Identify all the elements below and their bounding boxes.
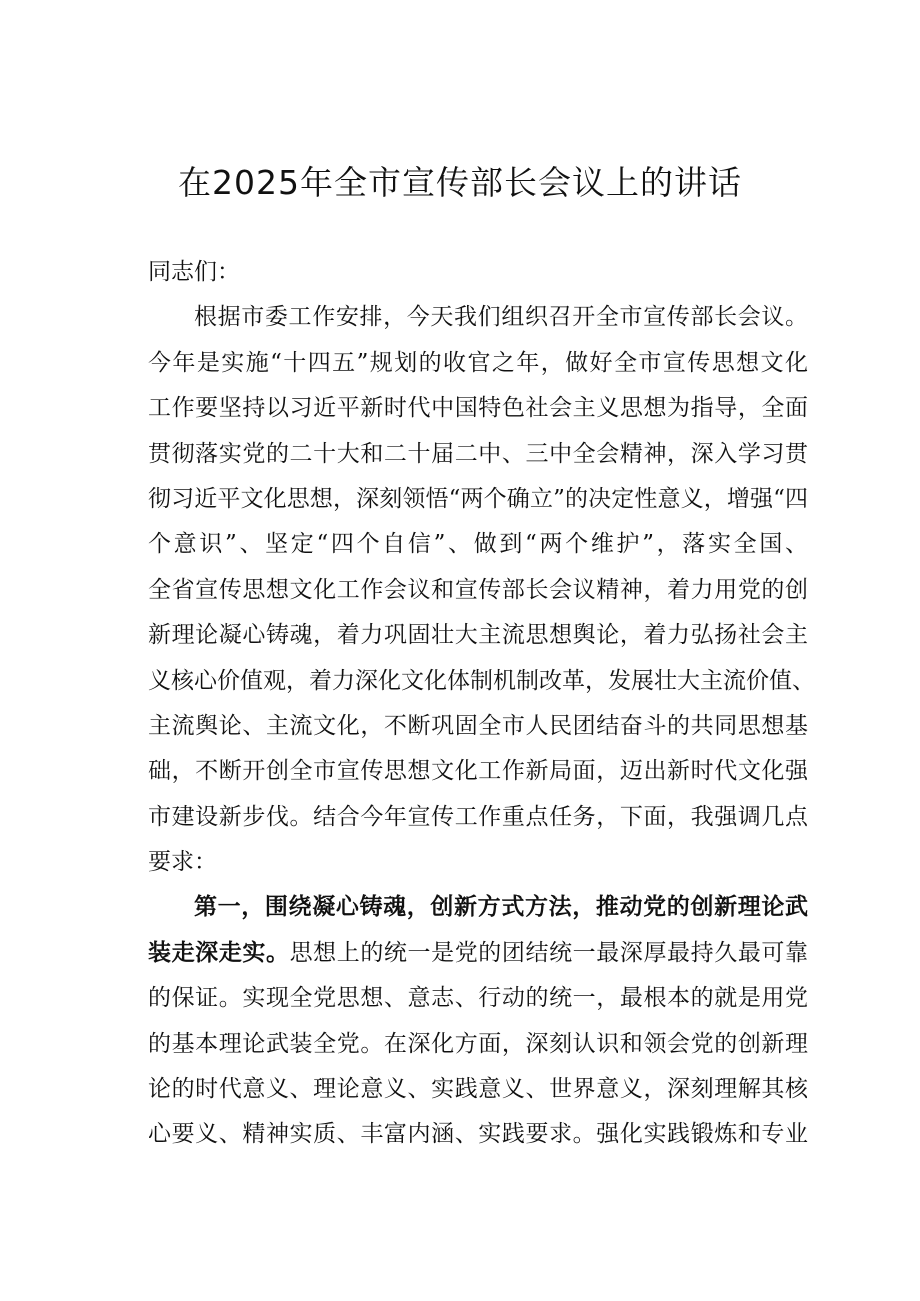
- paragraph-line: 的基本理论武装全党。在深化方面，深刻认识和领会党的创新理: [148, 1030, 808, 1057]
- paragraph-1: [148, 295, 815, 885]
- paragraph-line: 今年是实施“十四五”规划的收官之年，做好全市宣传思想文化: [148, 349, 808, 376]
- paragraph-line: 主流舆论、主流文化，不断巩固全市人民团结奋斗的共同思想基: [148, 712, 808, 739]
- paragraph-line: 工作要坚持以习近平新时代中国特色社会主义思想为指导，全面: [148, 395, 808, 422]
- paragraph-line: 贯彻落实党的二十大和二十届二中、三中全会精神，深入学习贯: [148, 440, 808, 467]
- paragraph-line: 新理论凝心铸魂，着力巩固壮大主流思想舆论，着力弘扬社会主: [148, 622, 808, 649]
- paragraph-line: 础，不断开创全市宣传思想文化工作新局面，迈出新时代文化强: [148, 758, 808, 785]
- salutation: 同志们：: [148, 259, 240, 285]
- paragraph-line: 论的时代意义、理论意义、实践意义、世界意义，深刻理解其核: [148, 1076, 808, 1103]
- paragraph-line: 心要义、精神实质、丰富内涵、实践要求。强化实践锻炼和专业: [148, 1121, 808, 1148]
- paragraph-line: 的保证。实现全党思想、意志、行动的统一，最根本的就是用党: [148, 985, 808, 1012]
- section-heading-end: 装走深走实。: [148, 939, 290, 966]
- paragraph-line: [148, 931, 808, 976]
- paragraph-line: 根据市委工作安排，今天我们组织召开全市宣传部长会议。: [194, 304, 808, 331]
- paragraph-line: 个意识”、坚定“四个自信”、做到“两个维护”，落实全国、: [148, 531, 808, 558]
- section-heading: 第一，围绕凝心铸魂，创新方式方法，推动党的创新理论武: [194, 894, 808, 921]
- document-body: [148, 250, 815, 1158]
- paragraph-line: 义核心价值观，着力深化文化体制机制改革，发展壮大主流价值、: [148, 667, 815, 694]
- paragraph-line: 要求：: [148, 849, 217, 876]
- document-title: 在2025年全市宣传部长会议上的讲话: [178, 163, 742, 202]
- paragraph-text: 思想上的统一是党的团结统一最深厚最持久最可靠: [289, 939, 809, 966]
- paragraph-line: 市建设新步伐。结合今年宣传工作重点任务，下面，我强调几点: [148, 803, 808, 830]
- paragraph-line: 全省宣传思想文化工作会议和宣传部长会议精神，着力用党的创: [148, 576, 808, 603]
- paragraph-2: [148, 885, 808, 1157]
- paragraph-line: 彻习近平文化思想，深刻领悟“两个确立”的决定性意义，增强“四: [148, 485, 808, 512]
